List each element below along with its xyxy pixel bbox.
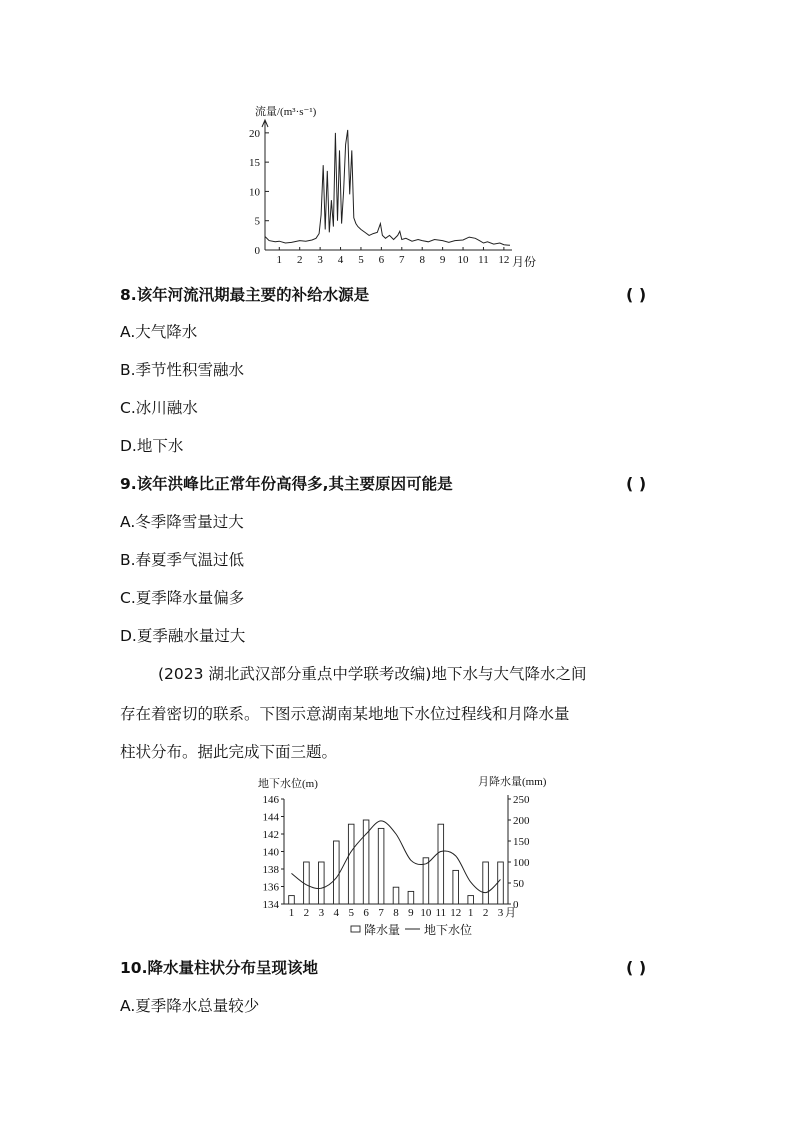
precipitation-bar xyxy=(498,862,504,904)
y-tick-label: 10 xyxy=(249,186,260,199)
q8-option-b[interactable]: B.季节性积雪融水 xyxy=(120,361,245,379)
q10-option-a[interactable]: A.夏季降水总量较少 xyxy=(120,997,260,1015)
y-tick-label: 0 xyxy=(254,245,260,257)
x-tick-label: 11 xyxy=(435,907,447,919)
q9-stem: 9.该年洪峰比正常年份高得多,其主要原因可能是 xyxy=(120,475,453,493)
x-tick-label: 9 xyxy=(439,254,446,266)
right-y-tick-label: 150 xyxy=(513,836,530,848)
left-y-tick-label: 140 xyxy=(262,846,279,859)
x-axis-unit: 月 xyxy=(505,907,516,919)
right-y-tick-label: 0 xyxy=(513,899,519,911)
precipitation-bar xyxy=(289,896,295,904)
intro-line-2: 存在着密切的联系。下图示意湖南某地地下水位过程线和月降水量 xyxy=(120,705,570,723)
x-tick-label: 8 xyxy=(419,254,425,266)
x-tick-label: 4 xyxy=(337,254,344,266)
q9-option-c[interactable]: C.夏季降水量偏多 xyxy=(120,589,245,607)
precipitation-bar xyxy=(319,862,325,904)
x-tick-label: 10 xyxy=(420,907,432,919)
q9-option-a[interactable]: A.冬季降雪量过大 xyxy=(120,513,244,531)
legend-line-label: 地下水位 xyxy=(424,923,473,937)
left-axis-label: 地下水位(m) xyxy=(258,778,318,790)
q8-answer-bracket[interactable]: ( ) xyxy=(626,285,647,304)
x-tick-label: 3 xyxy=(317,254,323,266)
left-y-tick-label: 144 xyxy=(262,811,279,824)
q10-answer-bracket[interactable]: ( ) xyxy=(626,958,647,977)
y-tick-label: 15 xyxy=(249,157,260,170)
x-tick-label: 10 xyxy=(457,254,469,266)
left-y-tick-label: 138 xyxy=(262,864,279,876)
right-y-tick-label: 200 xyxy=(513,815,530,827)
right-axis-label: 月降水量(mm) xyxy=(478,776,547,788)
right-y-tick-label: 50 xyxy=(513,878,524,890)
left-y-tick-label: 136 xyxy=(262,881,279,894)
x-tick-label: 11 xyxy=(478,254,489,266)
x-tick-label: 8 xyxy=(393,907,399,919)
q9-answer-bracket[interactable]: ( ) xyxy=(626,474,647,493)
q9-option-d[interactable]: D.夏季融水量过大 xyxy=(120,627,246,645)
precipitation-bar xyxy=(378,828,384,904)
x-tick-label: 7 xyxy=(378,907,384,919)
precipitation-bar xyxy=(393,887,399,904)
x-tick-label: 2 xyxy=(303,907,310,919)
left-y-tick-label: 146 xyxy=(262,794,279,806)
precipitation-bar xyxy=(438,824,444,904)
legend-bar-label: 降水量 xyxy=(364,923,401,937)
right-y-tick-label: 250 xyxy=(513,794,530,806)
x-tick-label: 6 xyxy=(378,254,385,266)
x-tick-label: 4 xyxy=(333,907,340,919)
x-tick-label: 2 xyxy=(296,254,303,266)
left-y-tick-label: 142 xyxy=(262,829,279,841)
precipitation-bar xyxy=(408,891,414,904)
x-tick-label: 12 xyxy=(450,907,462,919)
x-tick-label: 5 xyxy=(348,907,354,919)
x-tick-label: 5 xyxy=(358,254,364,266)
legend-bar-swatch xyxy=(351,926,360,932)
q8-option-c[interactable]: C.冰川融水 xyxy=(120,399,198,417)
precipitation-bar xyxy=(348,824,354,904)
x-axis-label: 月份 xyxy=(512,255,537,269)
q8-option-d[interactable]: D.地下水 xyxy=(120,437,184,455)
x-tick-label: 1 xyxy=(288,907,295,919)
x-tick-label: 6 xyxy=(363,907,369,919)
x-tick-label: 1 xyxy=(467,907,474,919)
q10-stem: 10.降水量柱状分布呈现该地 xyxy=(120,959,318,977)
q8-stem: 8.该年河流汛期最主要的补给水源是 xyxy=(120,286,370,304)
q8-option-a[interactable]: A.大气降水 xyxy=(120,323,198,341)
x-tick-label: 12 xyxy=(498,254,510,266)
y-tick-label: 5 xyxy=(254,215,260,228)
q9-option-b[interactable]: B.春夏季气温过低 xyxy=(120,551,245,569)
intro-line-3: 柱状分布。据此完成下面三题。 xyxy=(120,743,338,761)
x-tick-label: 1 xyxy=(276,254,283,266)
precipitation-bar xyxy=(453,870,459,904)
y-axis-label: 流量/(m³·s⁻¹) xyxy=(255,106,317,118)
x-tick-label: 7 xyxy=(399,254,405,266)
discharge-line xyxy=(265,130,510,245)
x-tick-label: 3 xyxy=(318,907,325,919)
left-y-tick-label: 134 xyxy=(262,899,279,911)
precipitation-bar xyxy=(468,896,474,904)
precipitation-bar xyxy=(304,862,310,904)
precipitation-bar xyxy=(334,841,340,904)
groundwater-chart xyxy=(0,770,794,945)
intro-line-1: (2023 湖北武汉部分重点中学联考改编)地下水与大气降水之间 xyxy=(158,665,587,683)
x-tick-label: 3 xyxy=(497,907,504,919)
x-tick-label: 9 xyxy=(408,907,414,919)
right-y-tick-label: 100 xyxy=(513,857,530,869)
precipitation-bar xyxy=(483,862,489,904)
y-tick-label: 20 xyxy=(249,127,260,140)
x-tick-label: 2 xyxy=(482,907,489,919)
